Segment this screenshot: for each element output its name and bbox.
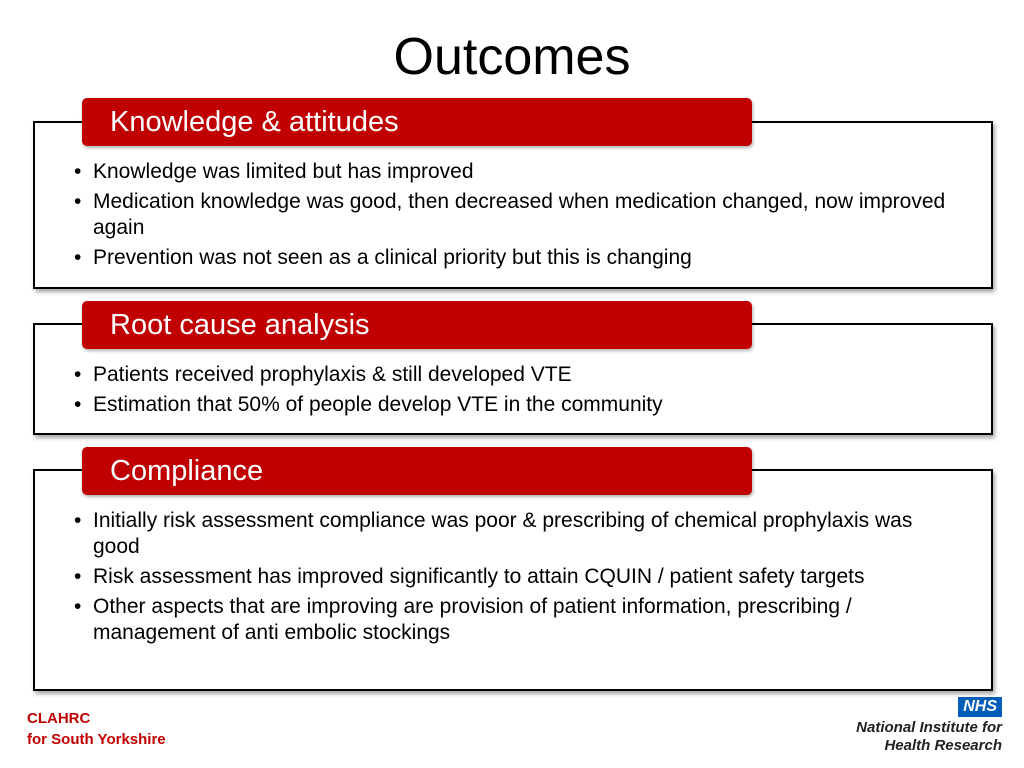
bullet-list-knowledge	[72, 159, 984, 275]
clahrc-line1: CLAHRC	[27, 710, 91, 727]
clahrc-logo-text	[27, 708, 166, 750]
list-item: • Prevention was not seen as a clinical priority but this is changing	[72, 245, 984, 271]
section-header-knowledge: Knowledge & attitudes	[82, 98, 752, 146]
nihr-text	[856, 719, 1002, 755]
list-item: • Initially risk assessment compliance was poor & prescribing of chemical prophylaxis was good	[72, 508, 944, 560]
nihr-logo	[856, 697, 1002, 755]
bullet-list-root-cause	[72, 362, 984, 422]
section-header-root-cause: Root cause analysis	[82, 301, 752, 349]
nihr-line2: Health Research	[884, 737, 1002, 754]
nhs-logo-icon: NHS	[958, 697, 1002, 717]
list-item: • Patients received prophylaxis & still developed VTE	[72, 362, 984, 388]
list-item: • Knowledge was limited but has improved	[72, 159, 984, 185]
bullet-list-compliance	[72, 508, 944, 650]
list-item: • Other aspects that are improving are provision of patient information, prescribing / management of anti embolic stockings	[72, 594, 944, 646]
section-header-compliance: Compliance	[82, 447, 752, 495]
list-item: • Risk assessment has improved significantly to attain CQUIN / patient safety targets	[72, 564, 944, 590]
nihr-line1: National Institute for	[856, 719, 1002, 736]
slide-title: Outcomes	[393, 28, 631, 86]
list-item: • Estimation that 50% of people develop VTE in the community	[72, 392, 984, 418]
clahrc-line2: for South Yorkshire	[27, 731, 166, 748]
list-item: • Medication knowledge was good, then decreased when medication changed, now improved again	[72, 189, 984, 241]
